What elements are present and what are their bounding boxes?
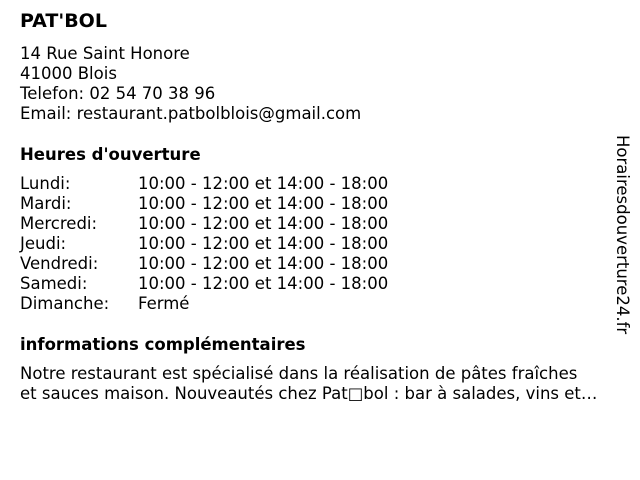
- opening-hours-heading: Heures d'ouverture: [20, 145, 201, 164]
- hours-day: Lundi:: [20, 174, 71, 193]
- hours-time: 10:00 - 12:00 et 14:00 - 18:00: [138, 254, 389, 273]
- info-line: Notre restaurant est spécialisé dans la réalisation de pâtes fraîches: [20, 364, 578, 383]
- hours-day: Mercredi:: [20, 214, 98, 233]
- email-address: Email: restaurant.patbolblois@gmail.com: [20, 104, 362, 123]
- address-city: 41000 Blois: [20, 64, 117, 83]
- hours-day: Vendredi:: [20, 254, 99, 273]
- hours-row-tuesday: [20, 194, 388, 214]
- hours-row-wednesday: [20, 214, 388, 234]
- opening-hours-table: [20, 174, 388, 314]
- phone-number: Telefon: 02 54 70 38 96: [20, 84, 216, 103]
- hours-day: Dimanche:: [20, 294, 110, 313]
- info-line: et sauces maison. Nouveautés chez Pat□bol : bar à salades, vins et…: [20, 384, 598, 403]
- hours-row-friday: [20, 254, 388, 274]
- hours-day: Mardi:: [20, 194, 72, 213]
- business-name: PAT'BOL: [20, 10, 107, 32]
- hours-time: 10:00 - 12:00 et 14:00 - 18:00: [138, 194, 389, 213]
- hours-day: Samedi:: [20, 274, 88, 293]
- additional-info-text: [20, 364, 632, 404]
- hours-time: Fermé: [138, 294, 190, 313]
- hours-row-saturday: [20, 274, 388, 294]
- site-watermark: Horairesdouverture24.fr: [613, 135, 632, 335]
- hours-time: 10:00 - 12:00 et 14:00 - 18:00: [138, 214, 389, 233]
- hours-time: 10:00 - 12:00 et 14:00 - 18:00: [138, 274, 389, 293]
- hours-row-monday: [20, 174, 388, 194]
- hours-row-sunday: [20, 294, 388, 314]
- additional-info-heading: informations complémentaires: [20, 335, 306, 354]
- address-block: [20, 44, 361, 124]
- hours-row-thursday: [20, 234, 388, 254]
- hours-day: Jeudi:: [20, 234, 67, 253]
- address-street: 14 Rue Saint Honore: [20, 44, 190, 63]
- hours-time: 10:00 - 12:00 et 14:00 - 18:00: [138, 174, 389, 193]
- hours-time: 10:00 - 12:00 et 14:00 - 18:00: [138, 234, 389, 253]
